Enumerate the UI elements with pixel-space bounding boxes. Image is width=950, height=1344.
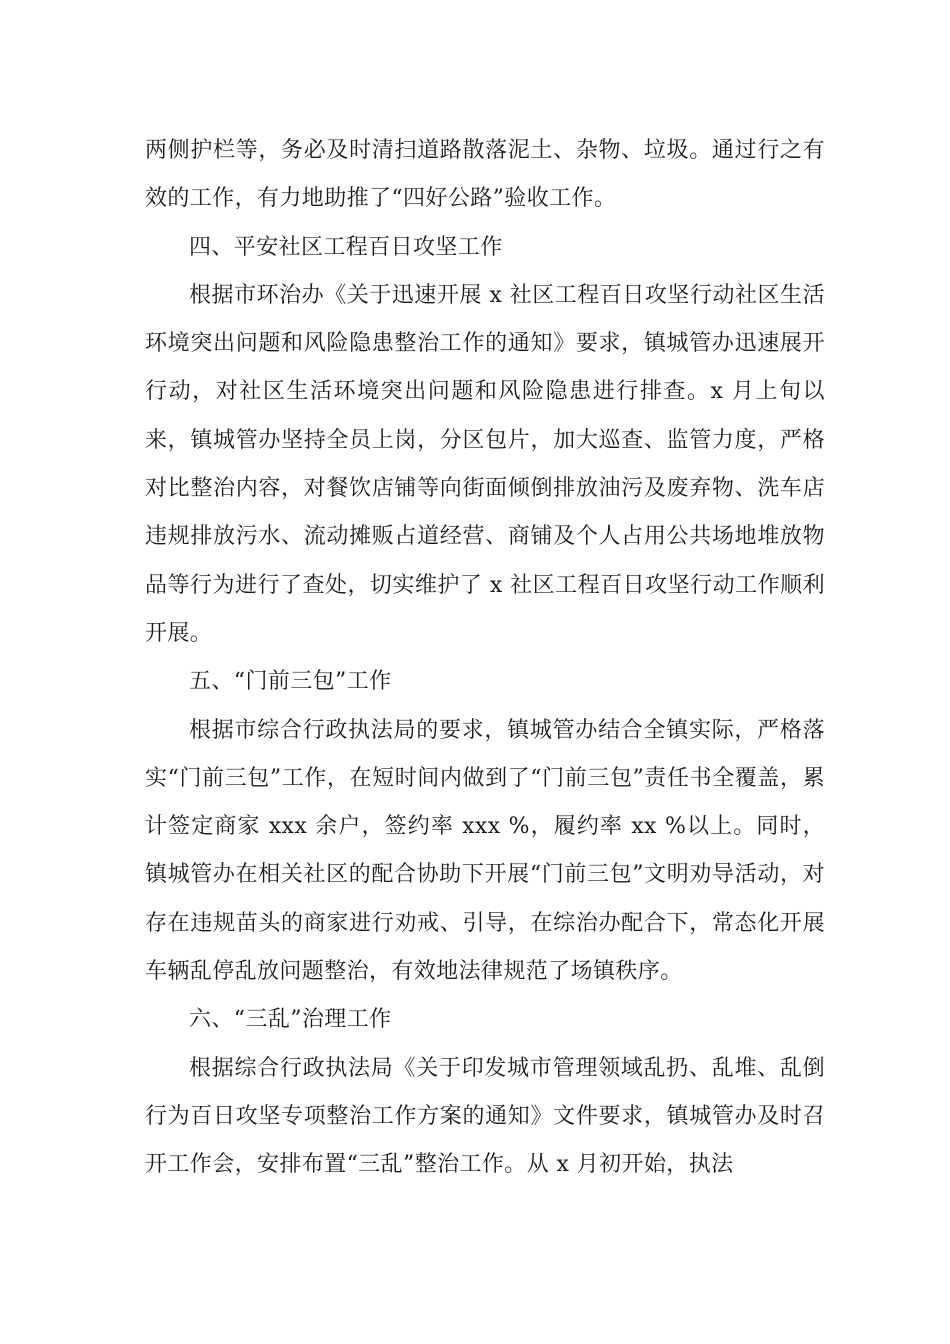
paragraph-three-guarantees: 根据市综合行政执法局的要求，镇城管办结合全镇实际，严格落实“门前三包”工作，在短时间内做到了“门前三包”责任书全覆盖，累计签定商家 xxx 余户，签约率 xxx %，履约率 xx %以上。同时，镇城管办在相关社区的配合协助下开展“门前三包”文明劝导活动，对存在违规苗头的商家进行劝戒、引导，在综治办配合下，常态化开展车辆乱停乱放问题整治，有效地法律规范了场镇秩序。 [145,717,825,985]
section-heading-6: 六、“三乱”治理工作 [189,1007,392,1033]
paragraph-road-cleanup-continued: 两侧护栏等，务必及时清扫道路散落泥土、杂物、垃圾。通过行之有效的工作，有力地助推了“四好公路”验收工作。 [145,138,825,212]
section-heading-5: 五、“门前三包”工作 [189,669,392,695]
document-body [145,127,825,1190]
paragraph-three-disorders: 根据综合行政执法局《关于印发城市管理领域乱扔、乱堆、乱倒行为百日攻坚专项整治工作方案的通知》文件要求，镇城管办及时召开工作会，安排布置“三乱”整治工作。从 x 月初开始，执法 [145,1055,825,1178]
section-heading-4: 四、平安社区工程百日攻坚工作 [189,234,503,260]
paragraph-community-project: 根据市环治办《关于迅速开展 x 社区工程百日攻坚行动社区生活环境突出问题和风险隐患整治工作的通知》要求，镇城管办迅速展开行动，对社区生活环境突出问题和风险隐患进行排查。x 月上旬以来，镇城管办坚持全员上岗，分区包片，加大巡查、监管力度，严格对比整治内容，对餐饮店铺等向街面倾倒排放油污及废弃物、洗车店违规排放污水、流动摊贩占道经营、商铺及个人占用公共场地堆放物品等行为进行了查处，切实维护了 x 社区工程百日攻坚行动工作顺利开展。 [145,282,825,646]
